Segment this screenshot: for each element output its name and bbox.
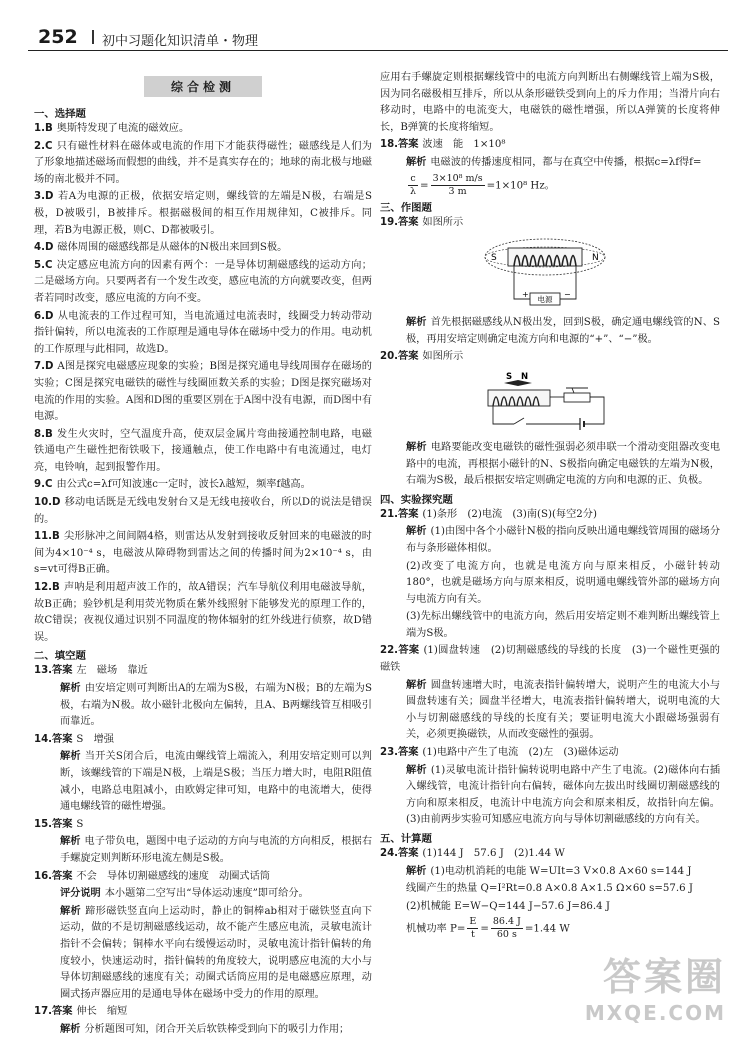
- answer-text: (1)由图中各个小磁针N极的指向反映出通电螺线管周围的磁场分布与条形磁体相似。: [406, 526, 721, 554]
- answer-label: 16.答案: [34, 870, 73, 882]
- answer-item: [34, 869, 372, 886]
- answer-label: 3.D: [34, 191, 54, 203]
- answer-text: 移动电话既是无线电发射台又是无线电接收台，所以D的说法是错误的。: [34, 497, 372, 525]
- answer-label: 1.B: [34, 123, 53, 134]
- answer-text: 电子带负电，题图中电子运动的方向与电流的方向相反，根据右手螺旋定则判断环形电流左侧是S极。: [60, 836, 373, 864]
- answer-label: 4.D: [34, 242, 54, 254]
- watermark-logo: 答案圈 MXQE.COM: [584, 955, 726, 1025]
- answer-text: (1)灵敏电流计指针偏转说明电路中产生了电流。(2)磁体向右插入螺线管，电流计指针向右偏转，磁体向左拔出时线圈切割磁感线的方向和原来相反，电流计中电流方向会和原来相反，故指针向左偏。(3)由前两步实验可知感应电流方向与导体切割磁感线的方向有关。: [406, 764, 721, 826]
- answer-label: 13.答案: [34, 665, 73, 677]
- answer-item: [380, 559, 720, 609]
- fraction: $\frac{c}{\lambda}$: [410, 172, 417, 197]
- q19-figure: [480, 235, 610, 311]
- answer-item: [34, 904, 372, 1004]
- answer-label: 18.答案: [380, 139, 419, 151]
- answer-label: 24.答案: [380, 848, 419, 859]
- answer-label: 17.答案: [34, 1006, 73, 1018]
- q20-figure: [480, 370, 630, 436]
- answer-text: 发生火灾时，空气温度升高，使双层金属片弯曲接通控制电路，电磁铁通电产生磁性把衔铁吸下，接通触点，使工作电路中有电流通过，电灯亮，电铃响，起到报警作用。: [34, 428, 372, 473]
- answer-item: [34, 495, 372, 528]
- answer-label: 解析: [406, 526, 427, 538]
- answer-text: (2)改变了电流方向，也就是电流方向与原来相反，小磁针转动180°，也就是磁场方向与原来相反，说明通电螺线管外部的磁场方向与电流方向有关。: [406, 560, 720, 605]
- answer-text: S: [76, 818, 84, 830]
- answer-item: [380, 155, 720, 172]
- answer-text: (1)圆盘转速 (2)切割磁感线的导线的长度 (3)一个磁性更强的磁铁: [380, 645, 720, 674]
- answer-text: 由公式c=λf可知波速c一定时，波长λ越短，频率f越高。: [56, 479, 311, 491]
- answer-label: 6.D: [34, 310, 54, 322]
- q19-explanation: 解析 首先根据磁感线从N极出发，回到S极，确定通电螺线管的N、S极，再用安培定则确定电流方向和电源的“+”、“−”极。: [406, 317, 720, 345]
- answer-item: [380, 507, 720, 524]
- answer-label: 9.C: [34, 479, 53, 491]
- left-column: [34, 70, 372, 1039]
- answer-text: 决定感应电流方向的因素有两个：一是导体切割磁感线的运动方向；二是磁场方向。只要两者有一个发生改变，感应电流的方向就要改变，但两者若同时改变，感应电流的方向不变。: [34, 259, 372, 304]
- answer-text: 当开关S闭合后，电流由螺线管上端流入，利用安培定则可以判断，该螺线管的下端是N极，上端是S极；当压力增大时，电阻R阻值减小，电路总电阻减小，由欧姆定律可知，电路中的电流增大，使得通电螺线管的磁性增强。: [60, 751, 372, 813]
- answer-text: 磁体周围的磁感线都是从磁体的N极出来回到S极。: [57, 242, 288, 254]
- plus-label: +: [522, 290, 529, 300]
- answer-text: 蹄形磁铁竖直向上运动时，静止的铜棒ab相对于磁铁竖直向下运动，做的不是切割磁感线运动，故不能产生感应电流，灵敏电流计指针不会偏转；铜棒水平向右缓慢运动时，灵敏电流计指针偏转的角度较小，快速运动时，指针偏转的角度较大，说明感应电流的大小与导体切割磁感线的速度有关；动圈式话筒应用的是电磁感应原理，动圈式扬声器应用的是通电导体在磁场中受力的作用的原理。: [60, 905, 373, 1000]
- left-answer-list: [34, 105, 372, 1038]
- answer-item: [380, 524, 720, 557]
- answer-text: 电磁波的传播速度相同，都与在真空中传播，根据c=λf得f=: [430, 156, 702, 168]
- answer-item: [380, 137, 720, 154]
- answer-item: [380, 899, 720, 916]
- answer-item: [34, 529, 372, 579]
- answer-item: [34, 309, 372, 359]
- answer-item: [34, 886, 372, 903]
- fraction: $\frac{\text{3×10⁸ m/s}}{3 m}$: [432, 172, 483, 197]
- answer-text: 应用右手螺旋定则根据螺线管中的电流方向判断出右侧螺线管上端为S极，因为同名磁极相互排斥，所以从条形磁铁受到向上的斥力作用；当滑片向右移动时，电路中的电流变大，电磁铁的磁性增强，所以A弹簧的长度将伸长，B弹簧的长度将缩短。: [380, 72, 720, 133]
- answer-text: 不会 导体切割磁感线的速度 动圈式话筒: [76, 870, 270, 882]
- answer-text: 伸长 缩短: [76, 1006, 128, 1018]
- q18-equation: $\frac{c}{\lambda}$ = $\frac{\text{3×10⁸ m/s}}{3 m}$ =1×10⁸ Hz。: [410, 172, 555, 197]
- answer-item: [380, 763, 720, 829]
- answer-text: (1)电路中产生了电流 (2)左 (3)磁体运动: [422, 747, 619, 759]
- right-answer-list-bottom: [380, 440, 720, 915]
- answer-item: [380, 70, 720, 136]
- answer-item: [380, 745, 720, 762]
- section-heading: 四、实验探究题: [380, 493, 453, 506]
- answer-text: (3)先标出螺线管中的电流方向，然后用安培定则不难判断出螺线管上端为S极。: [406, 611, 720, 639]
- section-heading: 一、选择题: [34, 108, 86, 120]
- answer-text: 分析题图可知，闭合开关后软铁棒受到向下的吸引力作用；: [84, 1023, 350, 1035]
- answer-text: 电路要能改变电磁铁的磁性强弱必须串联一个滑动变阻器改变电路中的电流，再根据小磁针的N、S极指向确定电磁铁的左端为N极，右端为S极，最后根据安培定则确定电流的方向和电源的正、负极。: [406, 441, 721, 487]
- answer-label: 解析: [60, 683, 81, 694]
- book-title: 初中习题化知识清单・物理: [102, 34, 259, 49]
- answer-label: 8.B: [34, 428, 53, 440]
- fraction: $\frac{86.4 J}{60 s}$: [492, 916, 521, 941]
- answer-label: 11.B: [34, 531, 60, 543]
- answer-item: [34, 834, 372, 867]
- answer-label: 10.D: [34, 497, 61, 509]
- section-heading: 二、填空题: [34, 650, 86, 663]
- answer-text: 左 磁场 靠近: [76, 665, 148, 677]
- pole-s-label: S: [491, 253, 497, 264]
- header-divider: [92, 30, 94, 44]
- answer-item: [34, 749, 372, 815]
- answer-item: [34, 1022, 372, 1039]
- answer-text: 本小题第二空写出“导体运动速度”即可给分。: [104, 888, 309, 900]
- rheostat: [564, 393, 590, 402]
- answer-text: 尖形脉冲之间间隔4格，则雷达从发射到接收反射回来的电磁波的时间为4×10⁻⁴ s，电磁波从障碍物到雷达之间的传播时间为2×10⁻⁴ s，由s=vt可得B正确。: [34, 531, 372, 576]
- answer-label: 解析: [406, 865, 427, 877]
- answer-text: A图是探究电磁感应现象的实验；B图是探究通电导线周围存在磁场的实验；C图是探究电磁铁的磁性与线圈匝数关系的实验；D图是探究磁场对电流的作用的实验。A图和D图的重要区别在于A图中没有电源，而D图中有电源。: [34, 361, 372, 423]
- answer-label: 5.C: [34, 259, 53, 271]
- answer-item: [34, 477, 372, 494]
- page-number: 252: [38, 26, 78, 48]
- answer-text: (1)144 J 57.6 J (2)1.44 W: [422, 848, 565, 859]
- answer-label: 解析: [406, 441, 427, 453]
- fraction: $\frac{E}{t}$: [469, 916, 477, 941]
- section-heading: 五、计算题: [380, 833, 432, 845]
- answer-text: 声呐是利用超声波工作的，故A错误；汽车导航仪利用电磁波导航，故B正确；验钞机是利用荧光物质在紫外线照射下能够发光的原理工作的，故C错误；夜视仪通过识别不同温度的物体辐射的红外线进行侦察，故D错误。: [34, 582, 372, 643]
- answer-item: [34, 189, 372, 239]
- answer-text: 若A为电源的正极，依据安培定则，螺线管的左端是N极，右端是S极，D被吸引，B被排斥。根据磁极间的相互作用规律知，C被排斥。同理，若B为电源正极，则C、D都被吸引。: [34, 191, 372, 236]
- answer-label: 解析: [406, 679, 427, 691]
- switch: [514, 418, 524, 424]
- answer-label: 12.B: [34, 582, 60, 594]
- answer-text: 圆盘转速增大时，电流表指针偏转增大，说明产生的电流大小与圆盘转速有关；圆盘半径增大，电流表指针偏转增大，说明电流的大小与切割磁感线的导线的长度有关；要证明电流大小跟磁场强弱有关，必须更换磁铁，从而改变磁性的强弱。: [406, 679, 721, 741]
- q19-answer: 19.答案 如图所示: [380, 216, 464, 228]
- answer-label: 解析: [406, 156, 427, 168]
- answer-text: 从电流表的工作过程可知，当电流通过电流表时，线圈受力转动带动指针偏转，所以电流表的工作原理是通电导体在磁场中受力的作用。电动机的工作原理与此相同，故选D。: [34, 310, 372, 355]
- answer-label: 2.C: [34, 140, 53, 152]
- answer-item: [380, 440, 720, 490]
- answer-item: [380, 846, 720, 863]
- answer-label: 解析: [60, 905, 82, 917]
- answer-label: 23.答案: [380, 747, 419, 759]
- answer-item: [34, 1004, 372, 1021]
- answer-label: 21.答案: [380, 508, 419, 520]
- answer-item: [34, 681, 372, 731]
- answer-text: 波速 能 1×10⁸: [422, 139, 506, 151]
- answer-item: [380, 609, 720, 642]
- answer-text: 由安培定则可判断出A的左端为S极，右端为N极；B的左端为S极，右端为N极。故小磁针北极向左偏转，且A、B两螺线管互相吸引而靠近。: [60, 683, 372, 728]
- section-heading: 三、作图题: [380, 201, 432, 214]
- needle-s-label: S: [506, 371, 513, 382]
- answer-item: [34, 663, 372, 680]
- right-answer-list-top: [380, 70, 720, 172]
- answer-item: [380, 643, 720, 676]
- answer-item: [34, 732, 372, 749]
- answer-text: 只有磁性材料在磁体或电流的作用下才能获得磁性；磁感线是人们为了形象地描述磁场而假想的曲线，并不是真实存在的；地球的南北极与地磁场的南北极并不同。: [34, 140, 372, 185]
- answer-item: [34, 427, 372, 477]
- answer-item: [380, 881, 720, 898]
- power-source-label: 电源: [537, 295, 553, 305]
- answer-item: [34, 258, 372, 308]
- answer-text: (1)条形 (2)电流 (3)南(S)(每空2分): [422, 508, 597, 520]
- answer-label: 解析: [60, 751, 81, 763]
- answer-text: (1)电动机消耗的电能 W=UIt=3 V×0.8 A×60 s=144 J: [430, 865, 692, 877]
- answer-label: 14.答案: [34, 733, 73, 745]
- answer-item: [34, 240, 372, 257]
- q20-answer: 20.答案 如图所示: [380, 351, 464, 363]
- page-header: [28, 24, 728, 51]
- needle-n-label: N: [521, 371, 529, 382]
- answer-text: S 增强: [76, 733, 114, 745]
- answer-text: (2)机械能 E=W−Q=144 J−57.6 J=86.4 J: [406, 900, 610, 912]
- answer-label: 22.答案: [380, 645, 420, 657]
- answer-item: [34, 139, 372, 189]
- answer-label: 解析: [60, 1023, 81, 1035]
- answer-text: 奥斯特发现了电流的磁效应。: [56, 123, 190, 134]
- answer-item: [34, 359, 372, 425]
- section-banner: 综合检测: [144, 76, 262, 97]
- minus-label: −: [564, 290, 571, 300]
- answer-label: 解析: [60, 836, 81, 848]
- pole-n-label: N: [592, 253, 599, 264]
- answer-item: [34, 580, 372, 646]
- answer-label: 7.D: [34, 361, 54, 373]
- answer-item: [380, 678, 720, 744]
- answer-item: [380, 864, 720, 881]
- right-column: [380, 70, 720, 942]
- answer-label: 评分说明: [60, 888, 101, 900]
- answer-item: [34, 121, 372, 138]
- answer-text: 线圈产生的热量 Q=I²Rt=0.8 A×0.8 A×1.5 Ω×60 s=57.6 J: [406, 883, 693, 895]
- answer-label: 解析: [406, 764, 427, 776]
- answer-item: [34, 817, 372, 834]
- answer-label: 15.答案: [34, 818, 73, 830]
- q24-power-equation: 机械功率 P= $\frac{E}{t}$ = $\frac{86.4 J}{60 s}$ =1.44 W: [406, 916, 570, 941]
